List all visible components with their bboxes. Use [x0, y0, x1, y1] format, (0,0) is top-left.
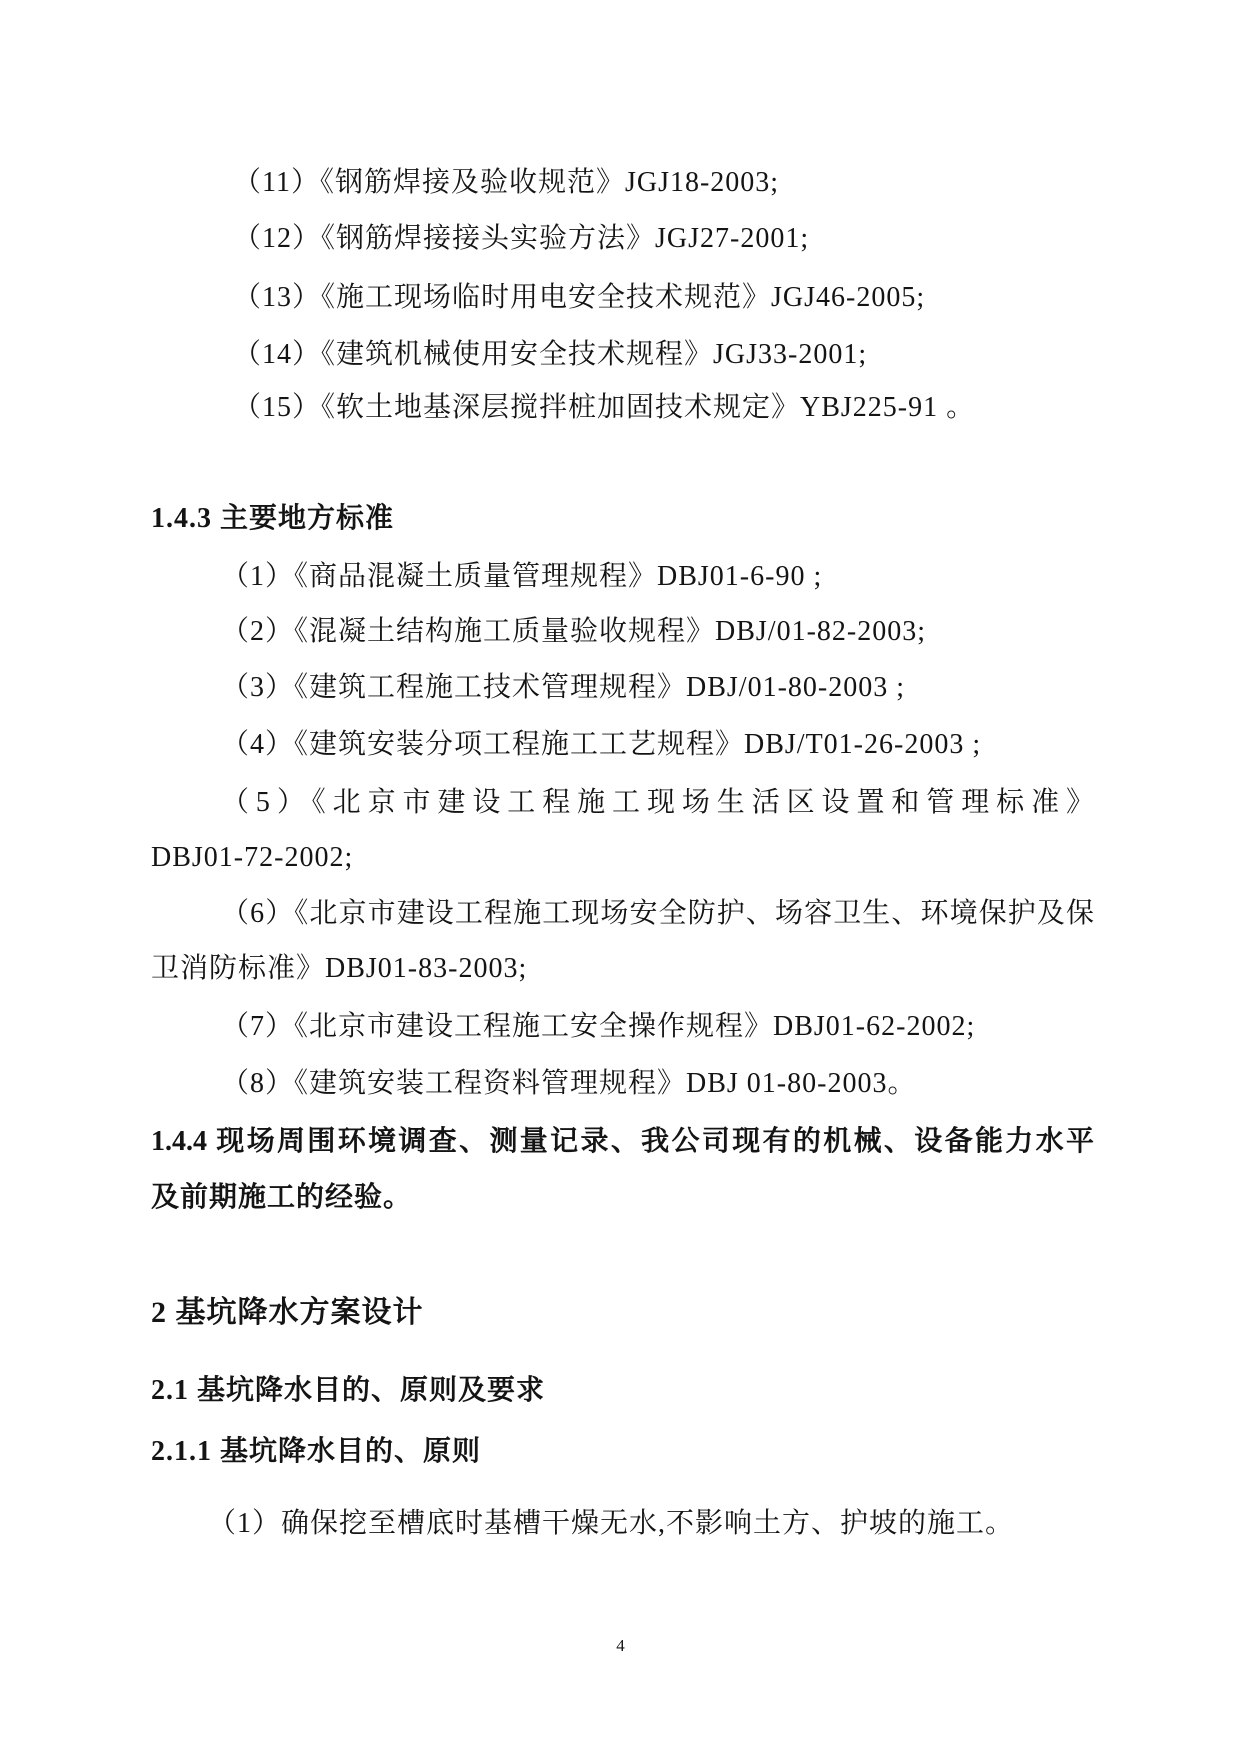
- local-standard-item-4: （4）《建筑安装分项工程施工工艺规程》DBJ/T01-26-2003 ;: [221, 729, 982, 760]
- local-standard-item-5-line-1: （5）《北京市建设工程施工现场生活区设置和管理标准》: [221, 787, 1094, 818]
- local-standard-item-1: （1）《商品混凝土质量管理规程》DBJ01-6-90 ;: [221, 561, 823, 592]
- local-standard-item-7: （7）《北京市建设工程施工安全操作规程》DBJ01-62-2002;: [221, 1011, 976, 1042]
- standard-item-11: （11）《钢筋焊接及验收规范》JGJ18-2003;: [233, 167, 780, 198]
- local-standard-item-5-line-2: DBJ01-72-2002;: [151, 842, 354, 873]
- section-heading-2-1: 2.1 基坑降水目的、原则及要求: [151, 1375, 546, 1406]
- section-heading-1-4-3: 1.4.3 主要地方标准: [151, 503, 395, 534]
- section-heading-1-4-4-line-2: 及前期施工的经验。: [151, 1182, 413, 1213]
- dewatering-principle-item-1: （1）确保挖至槽底时基槽干燥无水,不影响土方、护坡的施工。: [208, 1508, 1015, 1539]
- standard-item-15: （15）《软土地基深层搅拌桩加固技术规定》YBJ225-91 。: [233, 392, 976, 423]
- local-standard-item-8: （8）《建筑安装工程资料管理规程》DBJ 01-80-2003。: [221, 1068, 917, 1099]
- section-heading-2-1-1: 2.1.1 基坑降水目的、原则: [151, 1436, 482, 1467]
- section-heading-1-4-4-line-1: 1.4.4 现场周围环境调查、测量记录、我公司现有的机械、设备能力水平: [151, 1126, 1094, 1157]
- local-standard-item-3: （3）《建筑工程施工技术管理规程》DBJ/01-80-2003 ;: [221, 672, 906, 703]
- standard-item-12: （12）《钢筋焊接接头实验方法》JGJ27-2001;: [233, 223, 810, 254]
- standard-item-13: （13）《施工现场临时用电安全技术规范》JGJ46-2005;: [233, 282, 926, 313]
- chapter-heading-2: 2 基坑降水方案设计: [151, 1296, 424, 1329]
- local-standard-item-6-line-2: 卫消防标准》DBJ01-83-2003;: [151, 953, 528, 984]
- standard-item-14: （14）《建筑机械使用安全技术规程》JGJ33-2001;: [233, 339, 868, 370]
- page-number: 4: [616, 1636, 625, 1655]
- local-standard-item-6-line-1: （6）《北京市建设工程施工现场安全防护、场容卫生、环境保护及保: [221, 898, 1094, 929]
- local-standard-item-2: （2）《混凝土结构施工质量验收规程》DBJ/01-82-2003;: [221, 616, 927, 647]
